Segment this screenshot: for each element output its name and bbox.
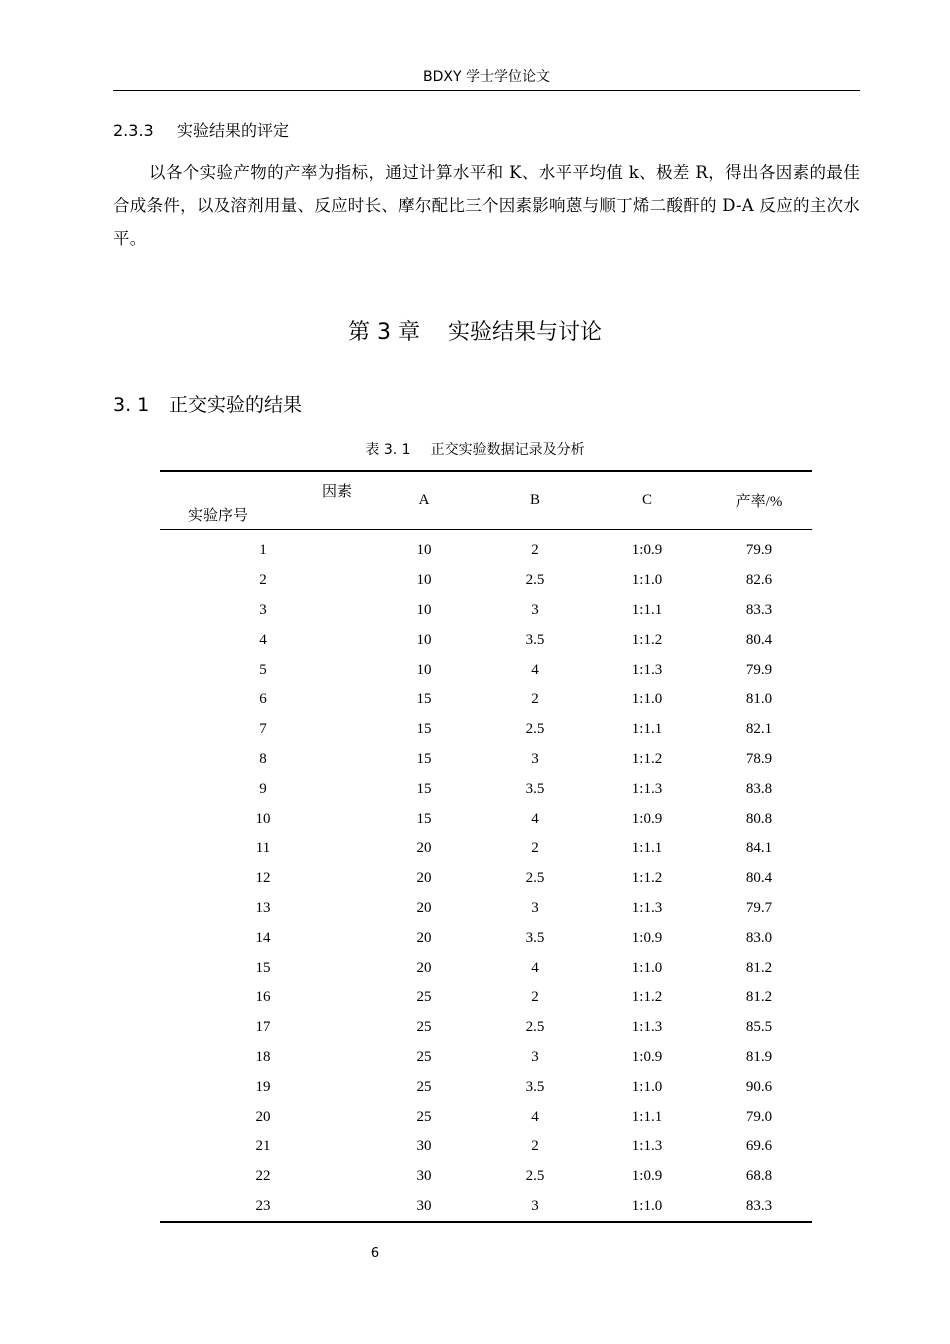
table-row <box>160 530 812 566</box>
yield-cell: 81.9 <box>745 1048 773 1065</box>
factor-a-cell: 15 <box>416 810 432 827</box>
factor-c-cell: 1:0.9 <box>631 542 663 559</box>
header-b: B <box>529 492 540 508</box>
table-row <box>160 774 812 804</box>
exp-no-cell: 22 <box>255 1168 271 1185</box>
factor-c-cell: 1:1.2 <box>631 870 663 887</box>
exp-no-cell: 4 <box>259 631 267 648</box>
factor-c-cell: 1:1.3 <box>631 1019 663 1036</box>
yield-cell: 80.4 <box>745 870 773 887</box>
table-row <box>160 655 812 685</box>
exp-no-cell: 21 <box>255 1138 271 1155</box>
yield-cell: 68.8 <box>745 1168 773 1185</box>
factor-c-cell: 1:0.9 <box>631 810 663 827</box>
header-factor: 因素 <box>322 482 353 500</box>
factor-b-cell: 3.5 <box>525 1078 545 1095</box>
factor-c-cell: 1:0.9 <box>631 1048 663 1065</box>
factor-a-cell: 10 <box>416 661 432 678</box>
factor-c-cell: 1:1.0 <box>631 959 663 976</box>
factor-b-cell: 3.5 <box>525 631 545 648</box>
factor-c-cell: 1:1.2 <box>631 750 663 767</box>
factor-a-cell: 20 <box>416 959 432 976</box>
factor-c-cell: 1:1.3 <box>631 780 663 797</box>
yield-cell: 90.6 <box>745 1078 773 1095</box>
factor-b-cell: 2.5 <box>525 721 545 738</box>
exp-no-cell: 3 <box>259 601 267 618</box>
yield-cell: 79.7 <box>745 899 773 916</box>
table-row <box>160 834 812 864</box>
chapter-number: 第 3 章 <box>348 320 420 345</box>
factor-b-cell: 2 <box>531 989 539 1006</box>
table-row <box>160 625 812 655</box>
factor-a-cell: 20 <box>416 840 432 857</box>
factor-c-cell: 1:1.2 <box>631 989 663 1006</box>
factor-c-cell: 1:1.1 <box>631 601 663 618</box>
factor-b-cell: 3 <box>531 1048 539 1065</box>
factor-b-cell: 2.5 <box>525 870 545 887</box>
exp-no-cell: 10 <box>255 810 271 827</box>
table-row <box>160 894 812 924</box>
header-yield: 产率/% <box>735 494 783 510</box>
yield-cell: 79.0 <box>745 1108 773 1125</box>
factor-b-cell: 3 <box>531 601 539 618</box>
yield-cell: 78.9 <box>745 750 773 767</box>
chapter-title: 实验结果与讨论 <box>447 320 602 345</box>
yield-cell: 83.8 <box>745 780 773 797</box>
factor-b-cell: 4 <box>531 661 539 678</box>
yield-cell: 81.0 <box>745 691 773 708</box>
factor-a-cell: 20 <box>416 929 432 946</box>
factor-c-cell: 1:0.9 <box>631 929 663 946</box>
exp-no-cell: 5 <box>259 661 267 678</box>
factor-c-cell: 1:1.3 <box>631 1138 663 1155</box>
exp-no-cell: 20 <box>255 1108 271 1125</box>
header-rule <box>113 90 860 91</box>
exp-no-cell: 23 <box>255 1197 271 1214</box>
factor-b-cell: 3 <box>531 899 539 916</box>
factor-a-cell: 15 <box>416 691 432 708</box>
yield-cell: 81.2 <box>745 989 773 1006</box>
factor-c-cell: 1:1.0 <box>631 691 663 708</box>
section-number: 3. 1 <box>113 394 150 416</box>
table-header-row <box>160 471 812 530</box>
factor-c-cell: 1:1.3 <box>631 899 663 916</box>
factor-a-cell: 15 <box>416 721 432 738</box>
exp-no-cell: 17 <box>255 1019 271 1036</box>
table-row <box>160 1102 812 1132</box>
factor-a-cell: 15 <box>416 780 432 797</box>
table-row <box>160 745 812 775</box>
yield-cell: 82.6 <box>745 572 773 589</box>
yield-cell: 82.1 <box>745 721 773 738</box>
exp-no-cell: 6 <box>259 691 267 708</box>
table-row <box>160 953 812 983</box>
header-exp-no: 实验序号 <box>188 506 249 524</box>
exp-no-cell: 1 <box>259 542 267 559</box>
factor-a-cell: 15 <box>416 750 432 767</box>
factor-c-cell: 1:1.0 <box>631 1197 663 1214</box>
table-row <box>160 864 812 894</box>
yield-cell: 83.3 <box>745 601 773 618</box>
table-caption <box>0 439 950 459</box>
table-body <box>160 530 812 1223</box>
factor-b-cell: 2.5 <box>525 1168 545 1185</box>
factor-c-cell: 1:1.1 <box>631 1108 663 1125</box>
exp-no-cell: 7 <box>259 721 267 738</box>
table-row <box>160 1132 812 1162</box>
exp-no-cell: 8 <box>259 750 267 767</box>
section-title: 实验结果的评定 <box>177 121 290 140</box>
factor-b-cell: 2 <box>531 1138 539 1155</box>
factor-b-cell: 4 <box>531 959 539 976</box>
factor-a-cell: 25 <box>416 989 432 1006</box>
yield-cell: 81.2 <box>745 959 773 976</box>
diagonal-header-cell <box>160 471 366 530</box>
section-title: 正交实验的结果 <box>169 394 303 416</box>
table-row <box>160 983 812 1013</box>
header-a: A <box>418 492 430 508</box>
table-caption-title: 正交实验数据记录及分析 <box>430 442 585 458</box>
factor-a-cell: 25 <box>416 1019 432 1036</box>
yield-cell: 80.4 <box>745 631 773 648</box>
factor-b-cell: 2 <box>531 542 539 559</box>
table-caption-number: 表 3. 1 <box>365 442 411 458</box>
factor-b-cell: 2 <box>531 691 539 708</box>
exp-no-cell: 9 <box>259 780 267 797</box>
exp-no-cell: 16 <box>255 989 271 1006</box>
factor-b-cell: 4 <box>531 1108 539 1125</box>
table-row <box>160 1013 812 1043</box>
factor-b-cell: 2.5 <box>525 1019 545 1036</box>
chapter-heading <box>0 315 950 346</box>
yield-cell: 84.1 <box>745 840 773 857</box>
factor-a-cell: 10 <box>416 601 432 618</box>
table-row <box>160 1043 812 1073</box>
factor-c-cell: 1:1.1 <box>631 840 663 857</box>
factor-a-cell: 30 <box>416 1138 432 1155</box>
yield-cell: 80.8 <box>745 810 773 827</box>
factor-a-cell: 20 <box>416 870 432 887</box>
header-c: C <box>641 492 652 508</box>
table-row <box>160 1162 812 1192</box>
factor-b-cell: 2 <box>531 840 539 857</box>
body-paragraph: 以各个实验产物的产率为指标，通过计算水平和 K、水平平均值 k、极差 R，得出各因素的最佳合成条件，以及溶剂用量、反应时长、摩尔配比三个因素影响蒽与顺丁烯二酸酐的 D-A 反应的主次水平。 <box>113 163 860 248</box>
exp-no-cell: 13 <box>255 899 271 916</box>
yield-cell: 85.5 <box>745 1019 773 1036</box>
factor-b-cell: 3 <box>531 750 539 767</box>
factor-a-cell: 10 <box>416 572 432 589</box>
factor-c-cell: 1:0.9 <box>631 1168 663 1185</box>
factor-a-cell: 10 <box>416 542 432 559</box>
factor-b-cell: 4 <box>531 810 539 827</box>
factor-c-cell: 1:1.3 <box>631 661 663 678</box>
section-number: 2.3.3 <box>113 121 154 140</box>
yield-cell: 83.3 <box>745 1197 773 1214</box>
yield-cell: 79.9 <box>745 661 773 678</box>
orthogonal-experiment-table <box>160 470 812 1223</box>
yield-cell: 83.0 <box>745 929 773 946</box>
page-header: BDXY 学士学位论文 <box>423 69 550 85</box>
table-row <box>160 923 812 953</box>
factor-a-cell: 10 <box>416 631 432 648</box>
factor-c-cell: 1:1.1 <box>631 721 663 738</box>
factor-c-cell: 1:1.0 <box>631 1078 663 1095</box>
factor-b-cell: 3.5 <box>525 929 545 946</box>
factor-a-cell: 30 <box>416 1197 432 1214</box>
table-row <box>160 596 812 626</box>
yield-cell: 69.6 <box>745 1138 773 1155</box>
table-row <box>160 804 812 834</box>
exp-no-cell: 18 <box>255 1048 271 1065</box>
factor-a-cell: 30 <box>416 1168 432 1185</box>
factor-c-cell: 1:1.0 <box>631 572 663 589</box>
page-number: 6 <box>370 1246 380 1261</box>
factor-a-cell: 20 <box>416 899 432 916</box>
section-heading-3-1 <box>113 390 302 417</box>
exp-no-cell: 14 <box>255 929 271 946</box>
table-row <box>160 685 812 715</box>
exp-no-cell: 15 <box>255 959 271 976</box>
exp-no-cell: 12 <box>255 870 271 887</box>
table-row <box>160 1072 812 1102</box>
factor-a-cell: 25 <box>416 1078 432 1095</box>
exp-no-cell: 2 <box>259 572 267 589</box>
yield-cell: 79.9 <box>745 542 773 559</box>
factor-b-cell: 3.5 <box>525 780 545 797</box>
factor-b-cell: 2.5 <box>525 572 545 589</box>
exp-no-cell: 11 <box>255 840 271 857</box>
exp-no-cell: 19 <box>255 1078 271 1095</box>
table-row <box>160 1192 812 1223</box>
factor-a-cell: 25 <box>416 1108 432 1125</box>
factor-a-cell: 25 <box>416 1048 432 1065</box>
factor-b-cell: 3 <box>531 1197 539 1214</box>
table-row <box>160 715 812 745</box>
table-row <box>160 566 812 596</box>
factor-c-cell: 1:1.2 <box>631 631 663 648</box>
section-heading-2-3-3 <box>113 118 289 141</box>
